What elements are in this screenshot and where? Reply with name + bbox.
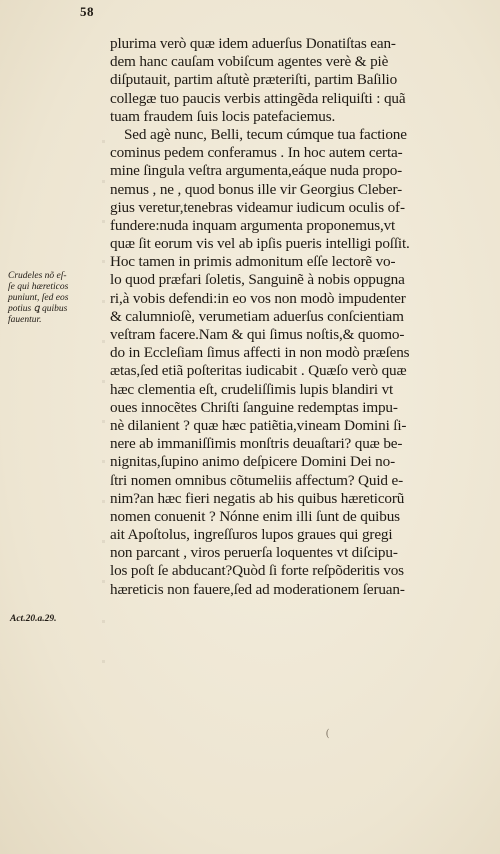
text-line: hæreticis non fauere,ſed ad moderationem ſeruan- bbox=[110, 580, 405, 598]
text-line: fundere:nuda inquam argumenta proponemus,vt bbox=[110, 216, 396, 234]
text-line: mine ſingula veſtra argumenta,eáque nuda propo- bbox=[110, 162, 403, 180]
show-through-texture bbox=[102, 140, 105, 700]
margin-note-line: puniunt, ſed eos bbox=[8, 293, 69, 303]
text-line: collegæ tuo paucis verbis attingẽda reliquiſti : quã bbox=[110, 89, 406, 107]
text-line: diſputauit, partim aſtutè præteriſti, partim Baſilio bbox=[110, 71, 398, 89]
text-line: quæ ſit eorum vis vel ab ipſis pueris intelligi poſſit. bbox=[110, 235, 410, 253]
text-line: nemus , ne , quod bonus ille vir Georgius Cleber- bbox=[110, 180, 402, 198]
page-number: 58 bbox=[80, 4, 94, 19]
margin-note-line: ſe qui hæreticos bbox=[8, 282, 69, 292]
margin-note-line: potius ꝗ quibus bbox=[8, 304, 68, 314]
text-line: ætas,ſed etiã poſteritas iudicabit . Quæſo verò quæ bbox=[110, 362, 407, 380]
body-text bbox=[110, 35, 488, 599]
text-line: nere ab immaniſſimis monſtris deuaſtari? quæ be- bbox=[110, 435, 403, 453]
text-line: do in Eccleſiam ſimus affecti in non modò præſens bbox=[110, 344, 410, 362]
text-line: hæc clementia eſt, crudeliſſimis lupis blandiri vt bbox=[110, 380, 394, 398]
margin-note-line: Crudeles nõ eſ- bbox=[8, 271, 67, 281]
text-line: nim?an hæc fieri negatis ab his quibus hæreticorũ bbox=[110, 489, 405, 507]
text-line: veſtram facere.Nam & qui ſimus noſtis,& quomo- bbox=[110, 326, 405, 343]
text-line: gius veretur,tenebras videamur iudicum oculis of- bbox=[110, 198, 405, 216]
text-line: los poſt ſe abducant?Quòd ſi forte reſpõderitis vos bbox=[110, 562, 404, 580]
text-line: ſtri nomen omnibus cõtumeliis affectum? Quid e- bbox=[110, 471, 403, 489]
text-line: Hoc tamen in primis admonitum eſſe lectorẽ vo- bbox=[110, 253, 396, 271]
text-line: nignitas,ſupino animo deſpicere Domini Dei no- bbox=[110, 453, 395, 471]
text-line: oues innocẽtes Chriſti ſanguine redemptas impu- bbox=[110, 398, 398, 416]
text-line: & calumnioſè, verumetiam aduerſus conſcientiam bbox=[110, 307, 404, 325]
text-line: ait Apoſtolus, ingreſſuros lupos graues qui gregi bbox=[110, 526, 393, 544]
text-line: lo quod præfari ſoletis, Sanguinẽ à nobis oppugna bbox=[110, 271, 405, 289]
text-line: plurima verò quæ idem aduerſus Donatiſtas ean- bbox=[110, 35, 396, 52]
text-line: tuam fraudem ſuis locis patefaciemus. bbox=[110, 107, 336, 125]
margin-reference: Act.20.a.29. bbox=[10, 614, 57, 624]
text-line: ri,à vobis defendi:in eo vos non modò impudenter bbox=[110, 289, 406, 307]
text-line: Sed agè nunc, Belli, tecum cúmque tua factione bbox=[124, 125, 407, 143]
text-line: nomen conuenit ? Nónne enim illi ſunt de quibus bbox=[110, 507, 400, 525]
margin-note-line: fauentur. bbox=[8, 315, 42, 325]
text-line: nè dilanient ? quæ hæc patiẽtia,vineam Domini ſi- bbox=[110, 416, 407, 434]
text-line: dem hanc cauſam vobiſcum agentes verè & piè bbox=[110, 53, 389, 71]
bottom-mark: ( bbox=[326, 728, 330, 739]
margin-note bbox=[8, 271, 100, 326]
text-line: cominus pedem conferamus . In hoc autem certa- bbox=[110, 144, 403, 162]
text-line: non parcant , viros peruerſa loquentes vt diſcipu- bbox=[110, 544, 398, 562]
